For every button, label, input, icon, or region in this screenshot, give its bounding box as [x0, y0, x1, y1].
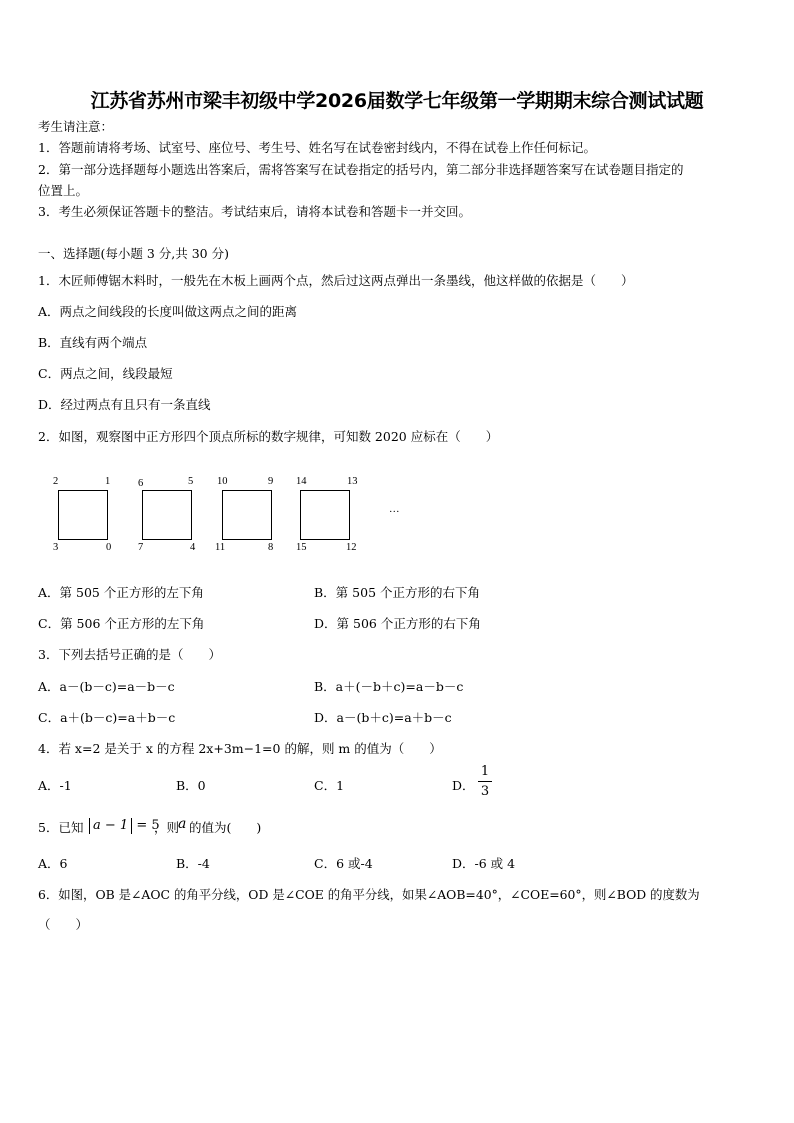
- q1-stem: 1．木匠师傅锯木料时，一般先在木板上画两个点，然后过这两点弹出一条墨线，他这样做的依据是（ ）: [38, 273, 634, 288]
- q3-option-c: C．a＋(b－c)=a＋b－c: [38, 710, 176, 725]
- abs-equals: = 5: [136, 818, 160, 833]
- square-4: [300, 490, 350, 540]
- q5-option-a: A．6: [38, 856, 68, 871]
- q3-option-d: D．a－(b＋c)=a＋b－c: [314, 710, 452, 725]
- q4-option-c: C．1: [314, 778, 345, 793]
- square-2: [142, 490, 192, 540]
- q5-option-d: D．-6 或 4: [452, 856, 516, 871]
- q1-option-b: B．直线有两个端点: [38, 335, 148, 350]
- q1-option-a: A．两点之间线段的长度叫做这两点之间的距离: [38, 304, 298, 319]
- abs-expr: a − 1: [93, 818, 129, 833]
- square-3: [222, 490, 272, 540]
- q5-absolute-value-expression: [89, 818, 160, 834]
- square-1-top-left: 2: [53, 476, 59, 487]
- q3-option-a: A．a－(b－c)=a－b－c: [38, 679, 175, 694]
- square-1-top-right: 1: [105, 476, 111, 487]
- square-3-top-right: 9: [268, 476, 274, 487]
- fraction-denominator: 3: [480, 784, 490, 799]
- square-3-bottom-left: 11: [215, 542, 226, 553]
- notice-item-3: 3．考生必须保证答题卡的整洁。考试结束后，请将本试卷和答题卡一并交回。: [38, 204, 471, 219]
- q6-stem: 6．如图，OB 是∠AOC 的角平分线，OD 是∠COE 的角平分线，如果∠AOB=40°，∠COE=60°，则∠BOD 的度数为: [38, 887, 700, 902]
- square-4-top-right: 13: [347, 476, 358, 487]
- square-4-bottom-left: 15: [296, 542, 307, 553]
- q2-option-a: A．第 505 个正方形的左下角: [38, 585, 204, 600]
- q3-stem: 3．下列去括号正确的是（ ）: [38, 647, 221, 662]
- abs-bars: [89, 818, 132, 834]
- square-1: [58, 490, 108, 540]
- q5-option-c: C．6 或-4: [314, 856, 373, 871]
- q2-stem: 2．如图，观察图中正方形四个顶点所标的数字规律，可知数 2020 应标在（ ）: [38, 429, 499, 444]
- q1-option-c: C．两点之间，线段最短: [38, 366, 173, 381]
- q2-option-b: B．第 505 个正方形的右下角: [314, 585, 480, 600]
- notice-item-2: 2．第一部分选择题每小题选出答案后，需将答案写在试卷指定的括号内，第二部分非选择题答案写在试卷题目指定的: [38, 162, 684, 177]
- square-4-bottom-right: 12: [346, 542, 357, 553]
- square-3-top-left: 10: [217, 476, 228, 487]
- square-2-top-right: 5: [188, 476, 194, 487]
- notice-item-1: 1．答题前请将考场、试室号、座位号、考生号、姓名写在试卷密封线内，不得在试卷上作任何标记。: [38, 140, 596, 155]
- q3-option-b: B．a＋(－b＋c)=a－b－c: [314, 679, 464, 694]
- notice-item-2-cont: 位置上。: [38, 183, 89, 198]
- figure-ellipsis: …: [389, 504, 400, 515]
- q4-stem: 4．若 x=2 是关于 x 的方程 2x+3m−1=0 的解，则 m 的值为（ ）: [38, 741, 442, 756]
- q4-option-b: B．0: [176, 778, 206, 793]
- q1-option-d: D．经过两点有且只有一条直线: [38, 397, 211, 412]
- q5-stem-post: 的值为( ): [189, 820, 262, 835]
- page-title: 江苏省苏州市梁丰初级中学2026届数学七年级第一学期期末综合测试试题: [90, 90, 704, 112]
- square-4-top-left: 14: [296, 476, 307, 487]
- q2-option-d: D．第 506 个正方形的右下角: [314, 616, 481, 631]
- square-1-bottom-right: 0: [106, 542, 112, 553]
- fraction-numerator: 1: [480, 764, 490, 779]
- fraction-bar: [478, 781, 492, 782]
- q5-stem-prefix: 5．已知: [38, 820, 84, 835]
- square-3-bottom-right: 8: [268, 542, 274, 553]
- section-heading: 一、选择题(每小题 3 分,共 30 分): [38, 246, 229, 261]
- square-2-bottom-left: 7: [138, 542, 144, 553]
- q4-option-d: D．: [452, 778, 475, 793]
- q6-answer-paren: （ ）: [38, 917, 89, 932]
- q5-stem-mid: ，则: [154, 820, 180, 835]
- q2-option-c: C．第 506 个正方形的左下角: [38, 616, 205, 631]
- square-2-bottom-right: 4: [190, 542, 196, 553]
- q4-option-a: A．-1: [38, 778, 72, 793]
- q4-option-d-fraction: [478, 764, 492, 799]
- q5-variable: a: [178, 816, 187, 832]
- square-1-bottom-left: 3: [53, 542, 59, 553]
- notice-header: 考生请注意：: [38, 119, 114, 134]
- square-2-top-left: 6: [138, 478, 144, 489]
- q5-option-b: B．-4: [176, 856, 210, 871]
